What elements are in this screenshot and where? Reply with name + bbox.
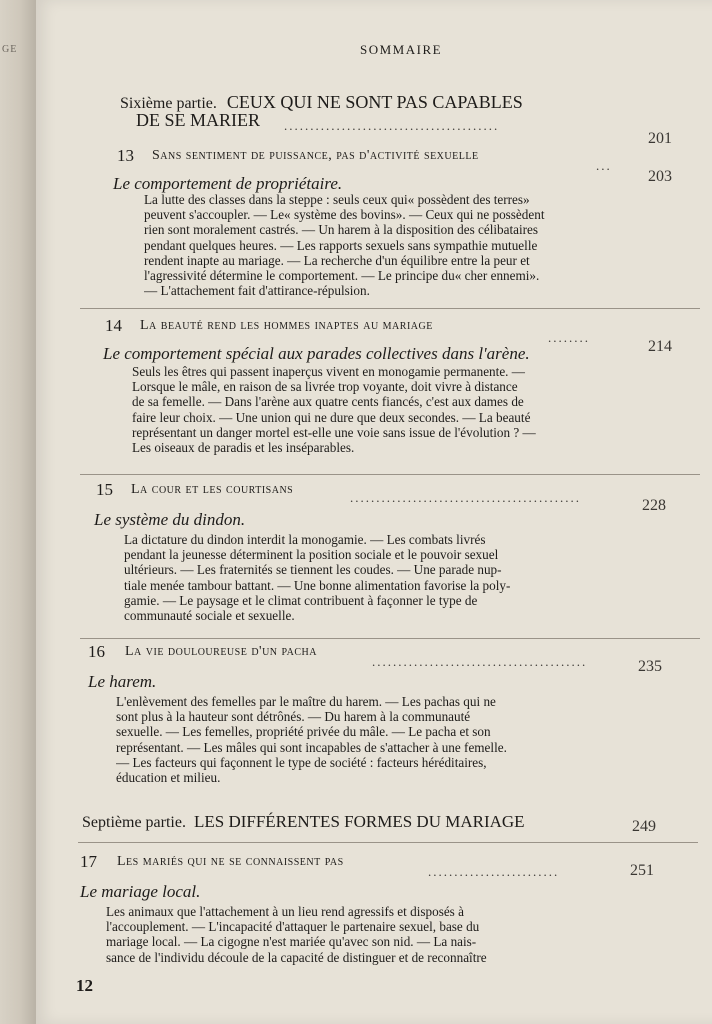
- chapter-summary: [116, 694, 614, 785]
- summary-line: pendant la jeunesse déterminent la position sociale et le pouvoir sexuel: [124, 547, 499, 563]
- chapter-page: 228: [642, 497, 666, 514]
- chapter-subtitle: Le mariage local.: [80, 882, 201, 901]
- chapter-subtitle: Le système du dindon.: [94, 510, 246, 529]
- summary-line: de sa femelle. — Dans l'arène aux quatre cents fiancés, c'est aux dames de: [132, 394, 524, 410]
- chapter-title: Sans sentiment de puissance, pas d'activité sexuelle: [152, 148, 479, 163]
- summary-line: Seuls les êtres qui passent inaperçus vivent en monogamie permanente. —: [132, 364, 525, 379]
- summary-line: sont plus à la hauteur sont détrônés. — Du harem à la communauté: [116, 709, 471, 725]
- chapter-title: Les mariés qui ne se connaissent pas: [117, 854, 344, 869]
- part6-page: 201: [648, 130, 672, 147]
- chapter-subtitle: Le comportement de propriétaire.: [113, 174, 343, 193]
- summary-line: représentant un danger mortel est-elle une voie sans issue de l'évolution ? —: [132, 424, 536, 440]
- summary-line: — L'attachement fait d'attirance-répulsion.: [144, 283, 370, 299]
- chapter-title: La vie douloureuse d'un pacha: [125, 644, 317, 659]
- summary-line: l'accouplement. — L'incapacité d'attaquer le partenaire sexuel, base du: [106, 919, 480, 935]
- chapter-title: La cour et les courtisans: [131, 482, 294, 497]
- chapter-number: 16: [88, 642, 105, 661]
- page-number: 12: [76, 976, 93, 995]
- summary-line: éducation et milieu.: [116, 770, 221, 786]
- chapter-page: 203: [648, 168, 672, 185]
- running-head: SOMMAIRE: [360, 42, 443, 57]
- summary-line: La lutte des classes dans la steppe : seuls ceux qui« possèdent des terres»: [144, 192, 530, 207]
- summary-line: communauté sociale et sexuelle.: [124, 608, 295, 624]
- chapter-number: 14: [105, 316, 122, 335]
- summary-line: — Les facteurs qui façonnent le type de société : facteurs héréditaires,: [116, 754, 487, 770]
- chapter-number: 15: [96, 480, 113, 499]
- part7-title: LES DIFFÉRENTES FORMES DU MARIAGE: [193, 812, 525, 831]
- summary-line: sexuelle. — Les femelles, propriété privée du mâle. — Le pacha et son: [116, 724, 491, 740]
- chapter-leader-dots: .........................................: [372, 654, 588, 669]
- chapter-summary: [132, 364, 622, 455]
- section-rule: [78, 842, 698, 843]
- chapter-subtitle: Le comportement spécial aux parades collectives dans l'arène.: [103, 344, 530, 363]
- chapter-leader-dots: .........................: [428, 864, 560, 879]
- chapter-subtitle: Le harem.: [88, 672, 157, 691]
- summary-line: Les oiseaux de paradis et les inséparables.: [132, 440, 355, 456]
- summary-line: La dictature du dindon interdit la monogamie. — Les combats livrés: [124, 532, 486, 547]
- chapter-summary: [144, 192, 628, 298]
- summary-line: rien sont moralement castrés. — Un harem à la disposition des célibataires: [144, 222, 539, 238]
- chapter-page: 235: [638, 658, 662, 675]
- summary-line: L'enlèvement des femelles par le maître du harem. — Les pachas qui ne: [116, 694, 496, 709]
- summary-line: rendent inapte au mariage. — La recherche d'un équilibre entre la peur et: [144, 252, 530, 268]
- summary-line: pendant quelques heures. — Les rapports sexuels sans sympathie mutuelle: [144, 237, 538, 253]
- edge-text: GE: [2, 44, 18, 55]
- chapter-number: 17: [80, 852, 97, 871]
- summary-line: sance de l'individu découle de la capacité de distinguer et de reconnaître: [106, 949, 487, 965]
- section-rule: [80, 638, 700, 639]
- summary-line: peuvent s'accoupler. — Le« système des bovins». — Ceux qui ne possèdent: [144, 207, 545, 223]
- summary-line: ultérieurs. — Les fraternités se tiennent les coudes. — Une parade nup-: [124, 562, 502, 578]
- summary-line: l'agressivité détermine le comportement. — Le principe du« cher ennemi».: [144, 268, 540, 284]
- part7-page: 249: [632, 818, 656, 835]
- part6-title-line2: DE SE MARIER: [136, 110, 261, 130]
- left-page-edge: [0, 0, 36, 1024]
- chapter-page: 251: [630, 862, 654, 879]
- chapter-leader-dots: ...: [596, 158, 612, 173]
- summary-line: faire leur choix. — Une union qui ne dure que deux secondes. — La beauté: [132, 409, 531, 425]
- part6-title-line1: CEUX QUI NE SONT PAS CAPABLES: [226, 92, 523, 112]
- section-rule: [80, 308, 700, 309]
- summary-line: Lorsque le mâle, en raison de sa livrée trop voyante, doit vivre à distance: [132, 379, 518, 395]
- chapter-summary: [106, 904, 608, 965]
- chapter-page: 214: [648, 338, 672, 355]
- chapter-summary: [124, 532, 618, 623]
- summary-line: tiale menée tambour battant. — Une bonne alimentation favorise la poly-: [124, 577, 511, 593]
- chapter-leader-dots: ............................................: [350, 490, 581, 505]
- chapter-leader-dots: ........: [548, 330, 590, 345]
- part6-leader-dots: .........................................: [284, 118, 500, 133]
- summary-line: Les animaux que l'attachement à un lieu rend agressifs et disposés à: [106, 904, 464, 919]
- summary-line: mariage local. — La cigogne n'est mariée qu'avec son nid. — La nais-: [106, 934, 477, 950]
- chapter-number: 13: [117, 146, 134, 165]
- part7-heading: [82, 812, 525, 832]
- section-rule: [80, 474, 700, 475]
- summary-line: gamie. — Le paysage et le climat contribuent à façonner le type de: [124, 592, 478, 608]
- summary-line: représentant. — Les mâles qui sont incapables de s'attacher à une femelle.: [116, 739, 507, 755]
- part6-label: Sixième partie.: [120, 95, 217, 112]
- chapter-title: La beauté rend les hommes inaptes au mariage: [140, 318, 433, 333]
- part7-label: Septième partie.: [82, 814, 186, 831]
